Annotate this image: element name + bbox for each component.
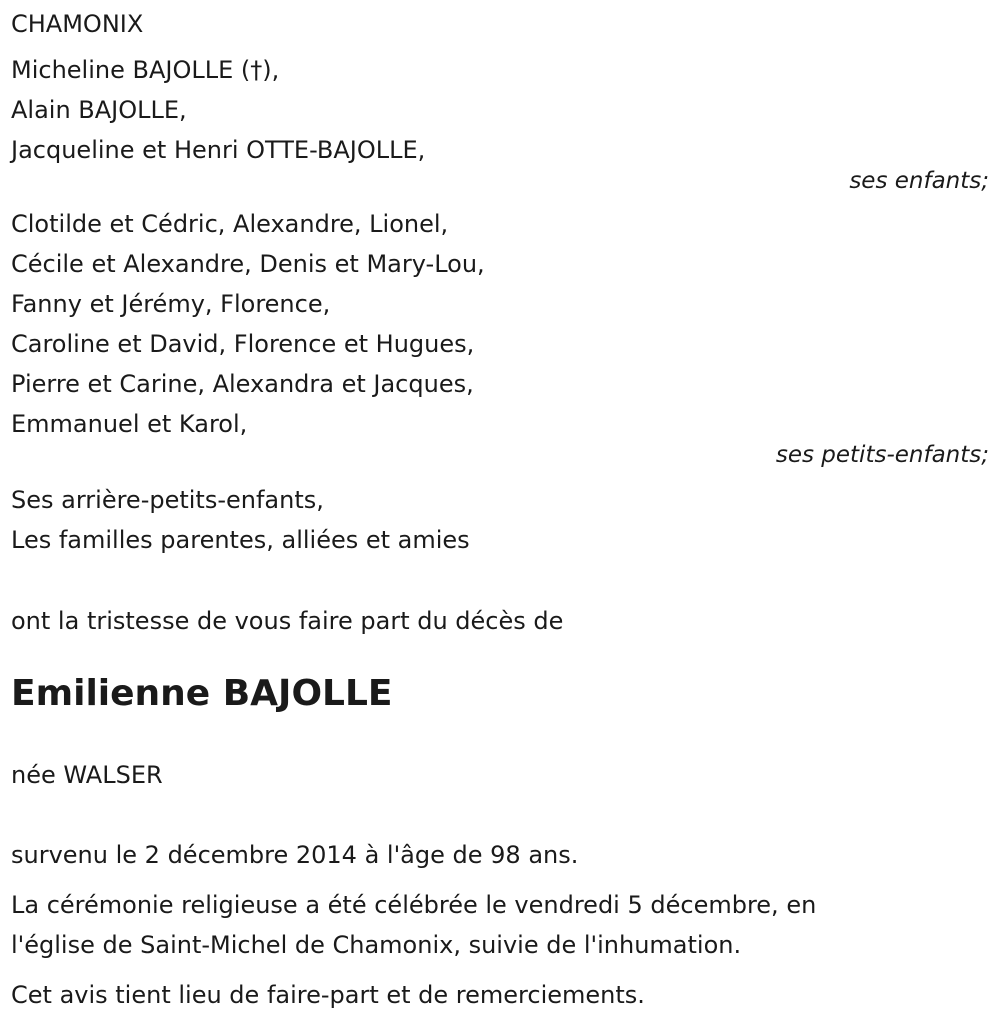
death-info: survenu le 2 décembre 2014 à l'âge de 98 ans.	[11, 841, 579, 869]
grandchild-entry: Caroline et David, Florence et Hugues,	[11, 330, 475, 358]
other-family-list	[11, 480, 991, 560]
deceased-name: Emilienne BAJOLLE	[11, 673, 393, 714]
grandchild-entry: Cécile et Alexandre, Denis et Mary-Lou,	[11, 250, 485, 278]
child-entry: Micheline BAJOLLE (†),	[11, 56, 280, 84]
grandchild-entry: Pierre et Carine, Alexandra et Jacques,	[11, 370, 474, 398]
city-heading: CHAMONIX	[11, 10, 144, 38]
closing-text: Cet avis tient lieu de faire-part et de remerciements.	[11, 981, 645, 1009]
grandchildren-role-label: ses petits-enfants;	[775, 442, 989, 468]
child-entry: Jacqueline et Henri OTTE-BAJOLLE,	[11, 136, 426, 164]
family-entry: Les familles parentes, alliées et amies	[11, 526, 470, 554]
maiden-name: née WALSER	[11, 761, 163, 789]
grandchild-entry: Emmanuel et Karol,	[11, 410, 248, 438]
ceremony-text-line-2: l'église de Saint-Michel de Chamonix, suivie de l'inhumation.	[11, 931, 742, 959]
ceremony-text-line-1: La cérémonie religieuse a été célébrée le vendredi 5 décembre, en	[11, 891, 817, 919]
grandchild-entry: Fanny et Jérémy, Florence,	[11, 290, 331, 318]
children-role-label: ses enfants;	[849, 168, 989, 194]
obituary-notice	[11, 0, 991, 1015]
grandchildren-list	[11, 204, 991, 444]
announcement-text: ont la tristesse de vous faire part du décès de	[11, 607, 564, 635]
children-list	[11, 50, 991, 170]
family-entry: Ses arrière-petits-enfants,	[11, 486, 324, 514]
grandchild-entry: Clotilde et Cédric, Alexandre, Lionel,	[11, 210, 449, 238]
child-entry: Alain BAJOLLE,	[11, 96, 187, 124]
